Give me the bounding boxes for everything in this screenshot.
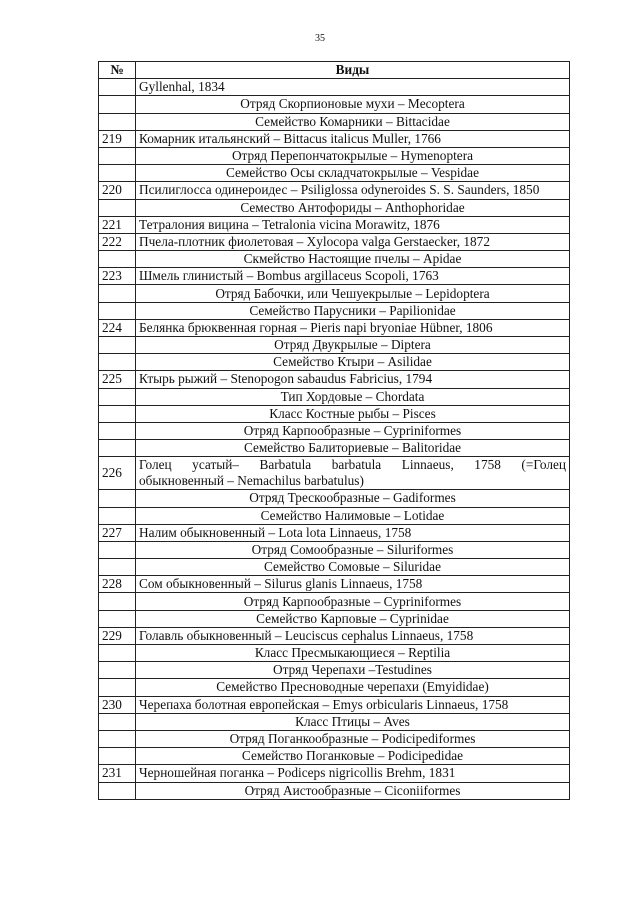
row-number [99,730,136,747]
table-row [99,524,570,541]
header-number: № [99,62,136,79]
taxon-heading: Отряд Поганкообразные – Podicipediformes [136,730,570,747]
taxon-heading: Семейство Поганковые – Podicipedidae [136,748,570,765]
taxon-heading: Отряд Перепончатокрылые – Hymenoptera [136,147,570,164]
table-row [99,593,570,610]
row-number [99,679,136,696]
table-row [99,576,570,593]
taxon-heading: Отряд Карпообразные – Cypriniformes [136,422,570,439]
table-row [99,662,570,679]
taxon-heading: Скмейство Настоящие пчелы – Apidae [136,251,570,268]
row-number [99,748,136,765]
row-number [99,96,136,113]
taxon-heading: Семейство Карповые – Cyprinidae [136,610,570,627]
table-row [99,679,570,696]
species-name: Ктырь рыжий – Stenopogon sabaudus Fabricius, 1794 [136,371,570,388]
taxon-heading: Отряд Скорпионовые мухи – Mecoptera [136,96,570,113]
taxon-heading: Семейство Осы складчатокрылые – Vespidae [136,165,570,182]
species-name: Gyllenhal, 1834 [136,79,570,96]
row-number [99,199,136,216]
taxon-heading: Отряд Бабочки, или Чешуекрылые – Lepidoptera [136,285,570,302]
taxon-heading: Класс Пресмыкающиеся – Reptilia [136,645,570,662]
species-name-line: Голец усатый– Barbatula barbatula Linnaeus, 1758 (=Голец [139,457,566,473]
table-row [99,337,570,354]
species-name: Псилиглосса одинероидес – Psiliglossa odyneroides S. S. Saunders, 1850 [136,182,570,199]
row-number [99,645,136,662]
table-row [99,541,570,558]
row-number: 223 [99,268,136,285]
table-row [99,440,570,457]
species-name: Черношейная поганка – Podiceps nigricollis Brehm, 1831 [136,765,570,782]
species-name: Комарник итальянский – Bittacus italicus Muller, 1766 [136,130,570,147]
table-row [99,182,570,199]
page-number: 35 [315,33,325,44]
taxon-heading: Тип Хордовые – Chordata [136,388,570,405]
table-row [99,422,570,439]
table-row [99,96,570,113]
row-number: 225 [99,371,136,388]
table-row [99,782,570,799]
row-number [99,354,136,371]
taxon-heading: Семейство Налимовые – Lotidae [136,507,570,524]
row-number [99,610,136,627]
taxon-heading: Семейство Пресноводные черепахи (Emyididae) [136,679,570,696]
row-number [99,405,136,422]
table-row [99,490,570,507]
row-number: 226 [99,457,136,490]
table-row [99,79,570,96]
taxon-heading: Отряд Трескообразные – Gadiformes [136,490,570,507]
table-row [99,713,570,730]
row-number: 224 [99,319,136,336]
table-row [99,251,570,268]
table-row [99,610,570,627]
table-row [99,507,570,524]
taxon-heading: Отряд Карпообразные – Cypriniformes [136,593,570,610]
row-number [99,440,136,457]
taxon-heading: Класс Костные рыбы – Pisces [136,405,570,422]
row-number [99,507,136,524]
species-name: Налим обыкновенный – Lota lota Linnaeus, 1758 [136,524,570,541]
row-number [99,147,136,164]
table-row [99,748,570,765]
table-row [99,730,570,747]
row-number: 228 [99,576,136,593]
taxon-heading: Отряд Сомообразные – Siluriformes [136,541,570,558]
row-number [99,559,136,576]
table-row [99,457,570,490]
row-number [99,541,136,558]
species-name [136,457,570,490]
species-table [98,61,570,800]
row-number [99,302,136,319]
taxon-heading: Семейство Комарники – Bittacidae [136,113,570,130]
table-row [99,388,570,405]
table-row [99,645,570,662]
table-row [99,765,570,782]
species-name: Сом обыкновенный – Silurus glanis Linnaeus, 1758 [136,576,570,593]
row-number [99,285,136,302]
table-header-row [99,62,570,79]
table-row [99,268,570,285]
species-name-line: обыкновенный – Nemachilus barbatulus) [139,473,364,489]
taxon-heading: Семейство Сомовые – Siluridae [136,559,570,576]
species-name: Голавль обыкновенный – Leuciscus cephalus Linnaeus, 1758 [136,627,570,644]
row-number: 221 [99,216,136,233]
row-number [99,490,136,507]
row-number [99,782,136,799]
taxon-heading: Семейство Парусники – Papilionidae [136,302,570,319]
row-number: 230 [99,696,136,713]
header-species: Виды [136,62,570,79]
table-row [99,354,570,371]
table-row [99,216,570,233]
table-row [99,405,570,422]
row-number [99,713,136,730]
taxon-heading: Отряд Двукрылые – Diptera [136,337,570,354]
row-number [99,422,136,439]
table-row [99,147,570,164]
table-row [99,559,570,576]
table-row [99,627,570,644]
row-number [99,593,136,610]
row-number: 220 [99,182,136,199]
species-name: Шмель глинистый – Bombus argillaceus Scopoli, 1763 [136,268,570,285]
species-name: Черепаха болотная европейская – Emys orbicularis Linnaeus, 1758 [136,696,570,713]
species-name: Белянка брюквенная горная – Pieris napi bryoniae Hübner, 1806 [136,319,570,336]
taxon-heading: Семейство Ктыри – Asilidae [136,354,570,371]
table-row [99,371,570,388]
table-body [99,79,570,800]
row-number: 227 [99,524,136,541]
species-name: Тетралония вицина – Tetralonia vicina Morawitz, 1876 [136,216,570,233]
table-row [99,199,570,216]
table-row [99,302,570,319]
row-number [99,662,136,679]
row-number [99,165,136,182]
taxon-heading: Семейство Балиториевые – Balitoridae [136,440,570,457]
row-number [99,388,136,405]
table-row [99,319,570,336]
row-number: 222 [99,233,136,250]
table-row [99,696,570,713]
taxon-heading: Класс Птицы – Aves [136,713,570,730]
taxon-heading: Отряд Черепахи –Testudines [136,662,570,679]
table-row [99,113,570,130]
row-number [99,113,136,130]
table-row [99,130,570,147]
row-number [99,79,136,96]
table-row [99,233,570,250]
row-number [99,337,136,354]
taxon-heading: Семество Антофориды – Anthophoridae [136,199,570,216]
row-number: 229 [99,627,136,644]
table-row [99,165,570,182]
species-name: Пчела-плотник фиолетовая – Xylocopa valga Gerstaecker, 1872 [136,233,570,250]
row-number: 219 [99,130,136,147]
row-number [99,251,136,268]
row-number: 231 [99,765,136,782]
taxon-heading: Отряд Аистообразные – Ciconiiformes [136,782,570,799]
table-row [99,285,570,302]
